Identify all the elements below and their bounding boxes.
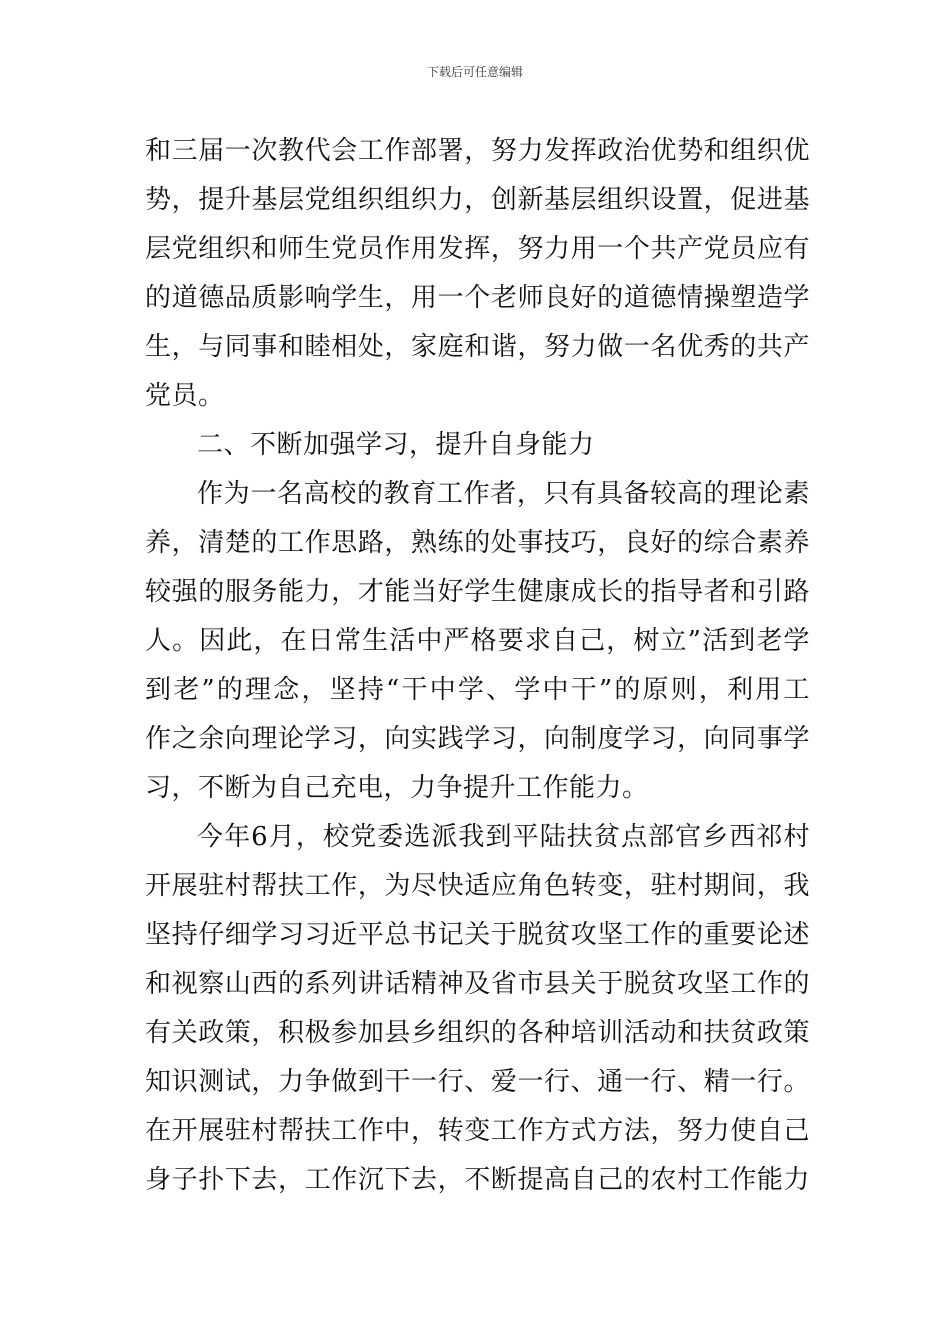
text-line: 和三届一次教代会工作部署，努力发挥政治优势和组织优 — [145, 136, 810, 166]
paragraph — [145, 813, 810, 1205]
text-line: 党员。 — [145, 381, 225, 411]
page-header: 下载后可任意编辑 — [426, 65, 523, 79]
text-line: 今年6月，校党委选派我到平陆扶贫点部官乡西祁村 — [197, 822, 810, 852]
text-line: 习，不断为自己充电，力争提升工作能力。 — [145, 773, 649, 803]
text-line: 养，清楚的工作思路，熟练的处事技巧，良好的综合素养 — [145, 528, 810, 558]
text-line: 知识测试，力争做到干一行、爱一行、通一行、精一行。 — [145, 1067, 810, 1097]
paragraph — [145, 470, 810, 813]
text-line: 有关政策，积极参加县乡组织的各种培训活动和扶贫政策 — [145, 1018, 810, 1048]
text-line: 坚持仔细学习习近平总书记关于脱贫攻坚工作的重要论述 — [145, 920, 810, 950]
text-line: 较强的服务能力，才能当好学生健康成长的指导者和引路 — [145, 577, 810, 607]
text-line: 人。因此，在日常生活中严格要求自己，树立”活到老学 — [145, 626, 810, 656]
document-body — [145, 127, 810, 1205]
text-line: 的道德品质影响学生，用一个老师良好的道德情操塑造学 — [145, 283, 810, 313]
heading-line: 二、不断加强学习，提升自身能力 — [197, 430, 595, 460]
text-line: 作之余向理论学习，向实践学习，向制度学习，向同事学 — [145, 724, 810, 754]
paragraph — [145, 127, 810, 421]
text-line: 和视察山西的系列讲话精神及省市县关于脱贫攻坚工作的 — [145, 969, 810, 999]
text-line: 在开展驻村帮扶工作中，转变工作方式方法，努力使自己 — [145, 1116, 810, 1146]
text-line: 势，提升基层党组织组织力，创新基层组织设置，促进基 — [145, 185, 810, 215]
section-heading — [145, 421, 810, 470]
text-line: 作为一名高校的教育工作者，只有具备较高的理论素 — [197, 479, 810, 509]
text-line: 层党组织和师生党员作用发挥，努力用一个共产党员应有 — [145, 234, 810, 264]
text-line: 开展驻村帮扶工作，为尽快适应角色转变，驻村期间，我 — [145, 871, 810, 901]
text-line: 到老”的理念，坚持“干中学、学中干”的原则，利用工 — [145, 675, 810, 705]
text-line: 生，与同事和睦相处，家庭和谐，努力做一名优秀的共产 — [145, 332, 810, 362]
text-line: 身子扑下去，工作沉下去，不断提高自己的农村工作能力 — [145, 1165, 810, 1195]
